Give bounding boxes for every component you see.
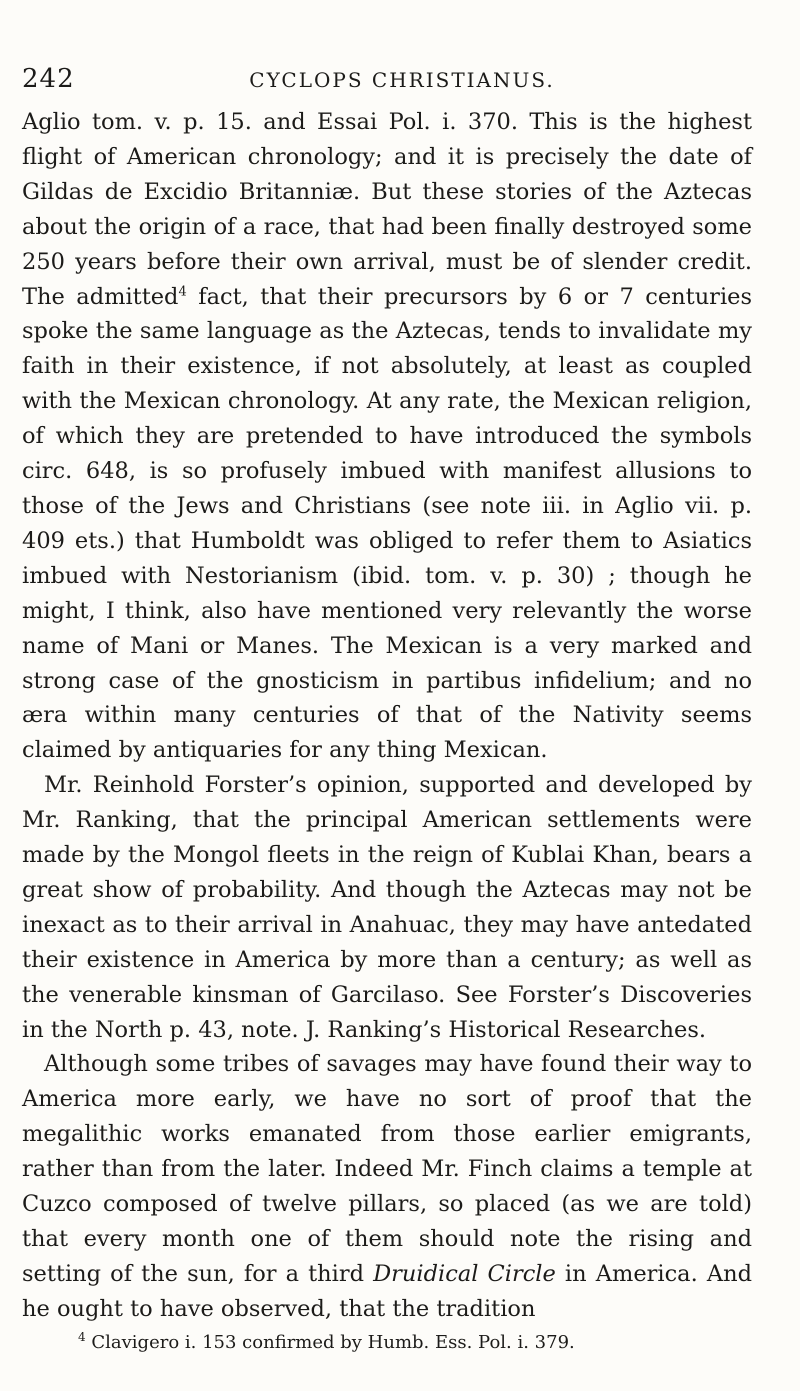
paragraph-3-text-b: in America. And he ought to have observed, that the tradition — [22, 1260, 753, 1322]
page-number: 242 — [22, 64, 75, 94]
paragraph-1-text-b: fact, that their precursors by 6 or 7 centuries spoke the same language as the Aztecas, tends to invalidate my faith in their existence, if not absolutely, at least as coupled with the Mexican chronology. At any rate, the Mexican religion, of which they are pretended to have introduced the symbols circ. 648, is so profusely imbued with manifest allusions to those of the Jews and Christians (see note iii. in Aglio vii. p. 409 ets.) that Humboldt was obliged to refer them to Asiatics imbued with Nestorianism (ibid. tom. v. p. 30) ; though he might, I think, also have mentioned very relevantly the worse name of Mani or Manes. The Mexican is a very marked and strong case of the gnosticism in partibus infidelium; and no æra within many centuries of that of the Nativity seems claimed by antiquaries for any thing Mexican. — [22, 283, 752, 764]
paragraph-3-italic: Druidical Circle — [373, 1260, 556, 1287]
running-title: CYCLOPS CHRISTIANUS. — [249, 68, 555, 92]
footnote — [78, 1332, 778, 1354]
paragraph-2: Mr. Reinhold Forster’s opinion, supported and developed by Mr. Ranking, that the principal American settlements were made by the Mongol fleets in the reign of Kublai Khan, bears a great show of probability. And though the Aztecas may not be inexact as to their arrival in Anahuac, they may have antedated their existence in America by more than a century; as well as the venerable kinsman of Garcilaso. See Forster’s Discoveries in the North p. 43, note. J. Ranking’s Historical Researches. — [22, 772, 752, 1043]
paragraph-1 — [22, 105, 752, 768]
page-header — [22, 64, 782, 104]
paragraph-1-text-a: Aglio tom. v. p. 15. and Essai Pol. i. 370. This is the highest flight of American chronology; and it is precisely the date of Gildas de Excidio Britanniæ. But these stories of the Aztecas about the origin of a race, that had been finally destroyed some 250 years before their own arrival, must be of slender credit. The admitted — [22, 109, 752, 310]
paragraph-3-text-a: Although some tribes of savages may have found their way to America more early, we have no sort of proof that the megalithic works emanated from those earlier emigrants, rather than from the later. Indeed Mr. Finch claims a temple at Cuzco composed of twelve pillars, so placed (as we are told) that every month one of them should note the rising and setting of the sun, for a third — [22, 1051, 752, 1287]
footnote-marker: 4 — [78, 1330, 86, 1344]
paragraph-3 — [22, 1047, 752, 1326]
body-text — [22, 105, 752, 1327]
footnote-reference: 4 — [178, 284, 187, 300]
footnote-text: Clavigero i. 153 confirmed by Humb. Ess. Pol. i. 379. — [91, 1332, 575, 1353]
